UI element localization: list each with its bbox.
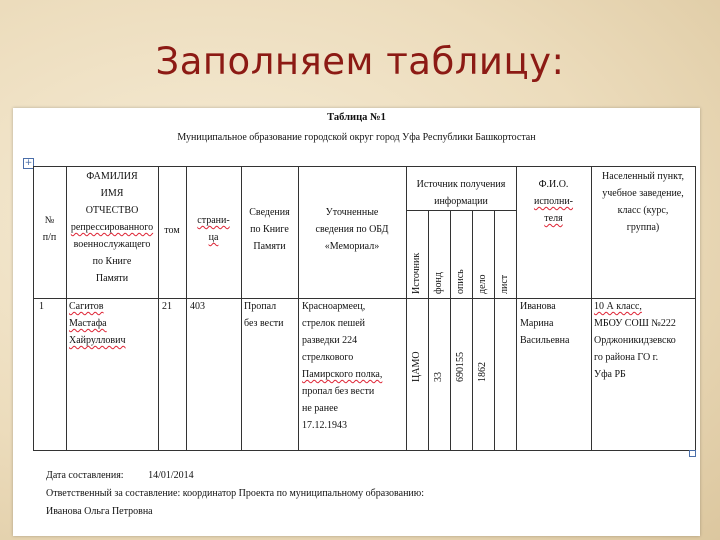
table-move-handle-icon[interactable]: + [24, 158, 33, 168]
footer-date: Дата составления: 14/01/2014 [46, 470, 194, 481]
subheader-list: лист [499, 274, 510, 294]
table-title: Таблица №1 [327, 112, 386, 123]
table-resize-handle-icon[interactable] [689, 450, 696, 457]
header-fio: ФАМИЛИЯ ИМЯ ОТЧЕСТВО репрессированного военнослужащего по Книге Памяти [70, 171, 154, 284]
row-delo: 1862 [477, 362, 488, 382]
slide-title: Заполняем таблицу: [155, 40, 565, 83]
header-fio-isp: Ф.И.О. исполни- теля [533, 179, 574, 224]
subheader-istochnik: Источник [411, 252, 422, 294]
header-num: № п/п [42, 215, 57, 243]
footer-responsible: Ответственный за составление: координатор Проекта по муниципальному образованию: [46, 488, 425, 499]
header-utochnennye: Уточненные сведения по ОБД «Мемориал» [315, 207, 389, 252]
document-page [13, 108, 700, 536]
table-subtitle: Муниципальное образование городской округ город Уфа Республики Башкортостан [177, 132, 536, 143]
subheader-opis: опись [455, 269, 466, 294]
header-tom: том [164, 225, 180, 236]
subheader-delo: дело [477, 274, 488, 294]
row-num: 1 [39, 301, 44, 312]
subheader-fond: фонд [433, 272, 444, 294]
row-fio: Сагитов Мастафа Хайруллович [69, 301, 126, 346]
header-page: страни- ца [197, 215, 230, 243]
row-fond: 33 [433, 372, 444, 382]
row-utochnennye: Красноармеец, стрелок пешей разведки 224 стрелкового Памирского полка, пропал без вести не ранее 17.12.1943 [302, 301, 383, 431]
row-naselennyi: 10 А класс, МБОУ СОШ №222 Орджоникидзевско го района ГО г. Уфа РБ [594, 301, 676, 380]
row-tom: 21 [162, 301, 172, 312]
row-opis: 690155 [455, 352, 466, 382]
header-naselennyi: Населенный пункт, учебное заведение, класс (курс, группа) [602, 171, 684, 233]
row-page: 403 [190, 301, 205, 312]
row-istochnik: ЦАМО [411, 351, 422, 382]
header-svedeniya: Сведения по Книге Памяти [249, 207, 290, 252]
row-svedeniya: Пропал без вести [244, 301, 284, 329]
header-istochnik: Источник получения информации [416, 179, 506, 207]
row-fio-isp: Иванова Марина Васильевна [520, 301, 570, 346]
footer-person: Иванова Ольга Петровна [46, 506, 153, 517]
